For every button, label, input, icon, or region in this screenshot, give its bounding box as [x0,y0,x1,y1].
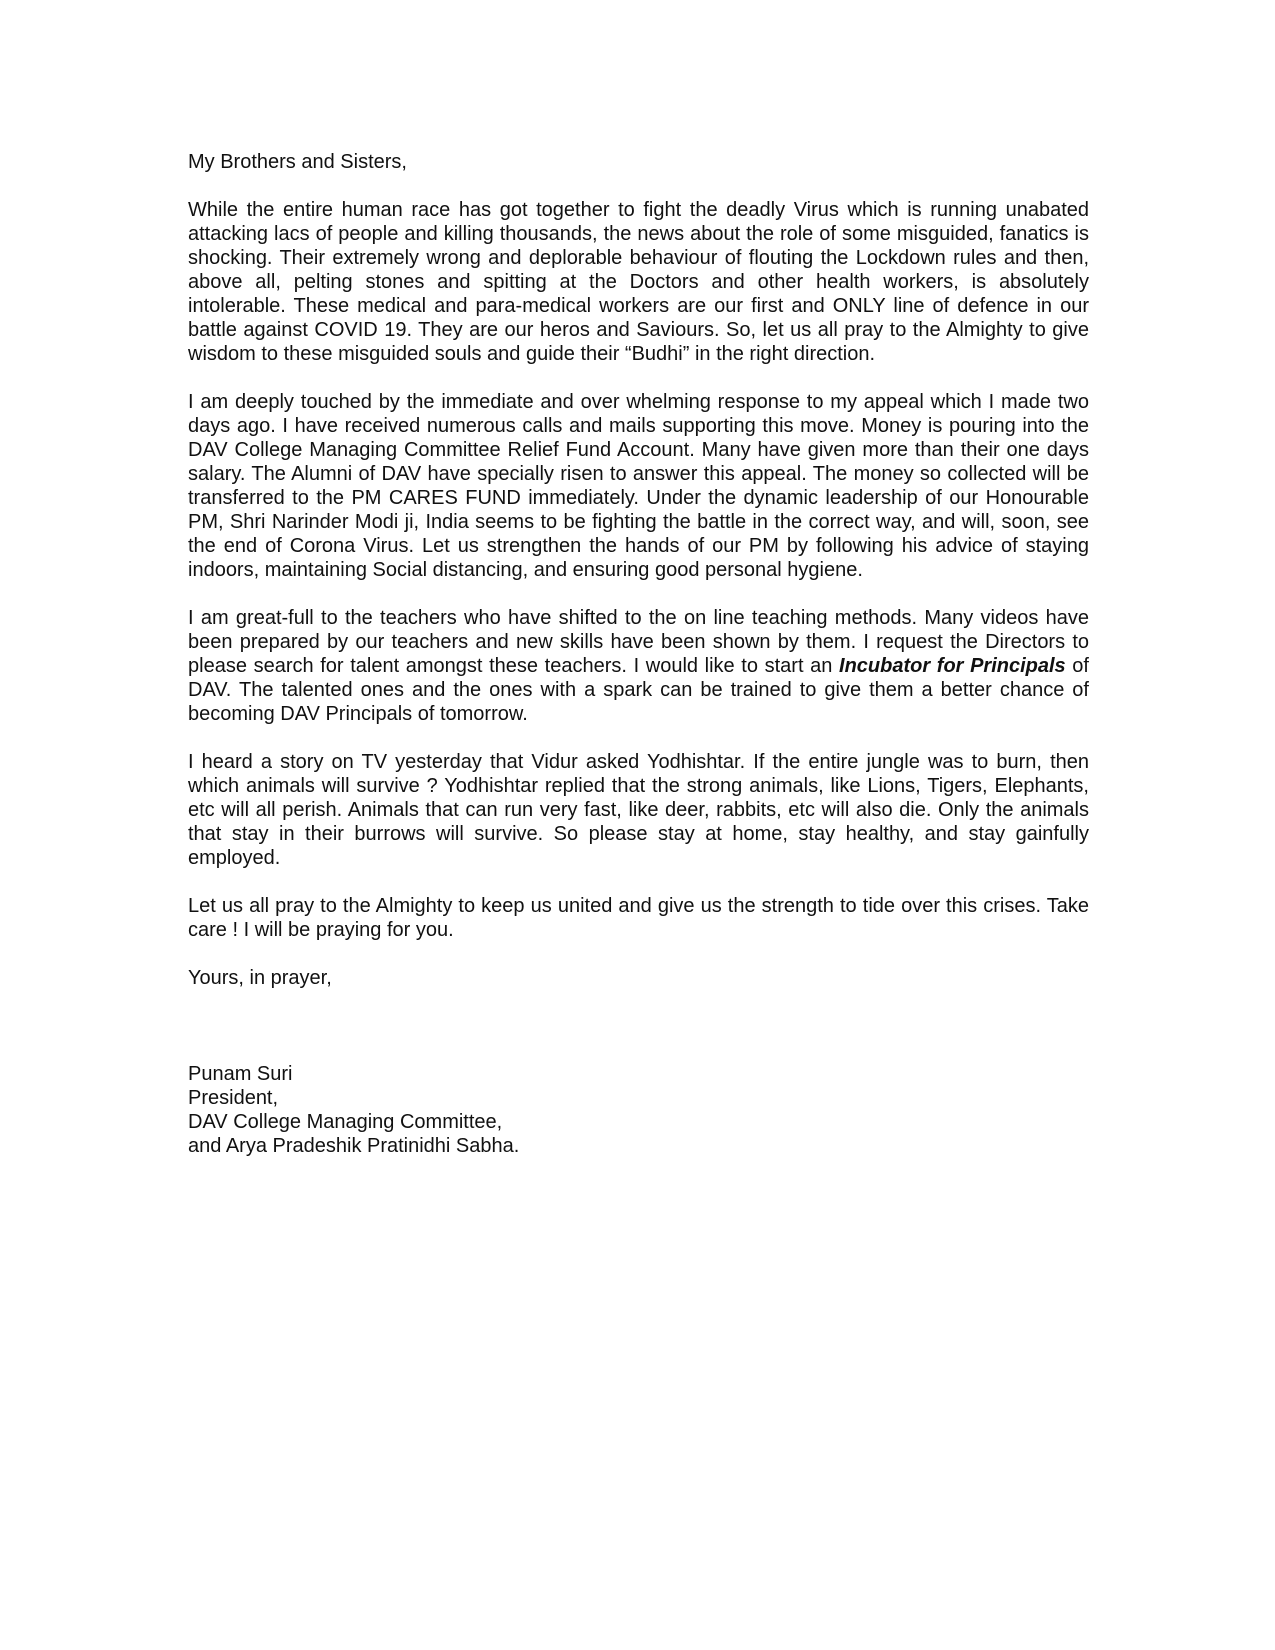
signatory-organization-2: and Arya Pradeshik Pratinidhi Sabha. [188,1135,520,1157]
signatory-name: Punam Suri [188,1063,293,1085]
greeting: My Brothers and Sisters, [188,151,407,173]
paragraph-relief-fund: I am deeply touched by the immediate and over whelming response to my appeal which I made two days ago. I have received numerous calls and mails supporting this move. Money is pouring into the DAV College Managing Committee Relief Fund Account. Many have given more than their one days salary. The Alumni of DAV have specially risen to answer this appeal. The money so collected will be transferred to the PM CARES FUND immediately. Under the dynamic leadership of our Honourable PM, Shri Narinder Modi ji, India seems to be fighting the battle in the correct way, and will, soon, see the end of Corona Virus. Let us strengthen the hands of our PM by following his advice of staying indoors, maintaining Social distancing, and ensuring good personal hygiene. [188,391,1089,581]
paragraph-teachers-text-end: of DAV. The talented ones and the ones with a spark can be trained to give them a better chance of becoming DAV Principals of tomorrow. [188,655,1089,725]
paragraph-teachers-text: I am great-full to the teachers who have shifted to the on line teaching methods. Many videos have been prepared by our teachers and new skills have been shown by them. I request the Directors to please search for talent amongst these teachers. I would like to start an [188,607,1089,677]
signatory-organization: DAV College Managing Committee, [188,1111,503,1133]
signatory-title: President, [188,1087,279,1109]
letter-body [188,150,1089,1158]
paragraph-story: I heard a story on TV yesterday that Vidur asked Yodhishtar. If the entire jungle was to burn, then which animals will survive ? Yodhishtar replied that the strong animals, like Lions, Tigers, Elephants, etc will all perish. Animals that can run very fast, like deer, rabbits, etc will also die. Only the animals that stay in their burrows will survive. So please stay at home, stay healthy, and stay gainfully employed. [188,751,1089,869]
closing: Yours, in prayer, [188,967,332,989]
paragraph-covid-workers: While the entire human race has got together to fight the deadly Virus which is running unabated attacking lacs of people and killing thousands, the news about the role of some misguided, fanatics is shocking. Their extremely wrong and deplorable behaviour of flouting the Lockdown rules and then, above all, pelting stones and spitting at the Doctors and other health workers, is absolutely intolerable. These medical and para-medical workers are our first and ONLY line of defence in our battle against COVID 19. They are our heros and Saviours. So, let us all pray to the Almighty to give wisdom to these misguided souls and guide their “Budhi” in the right direction. [188,199,1089,365]
signature-block [188,1062,1089,1158]
incubator-emphasis: Incubator for Principals [839,655,1066,677]
paragraph-teachers [188,606,1089,726]
paragraph-prayer: Let us all pray to the Almighty to keep us united and give us the strength to tide over this crises. Take care ! I will be praying for you. [188,895,1089,941]
signature-gap [188,1014,1089,1062]
